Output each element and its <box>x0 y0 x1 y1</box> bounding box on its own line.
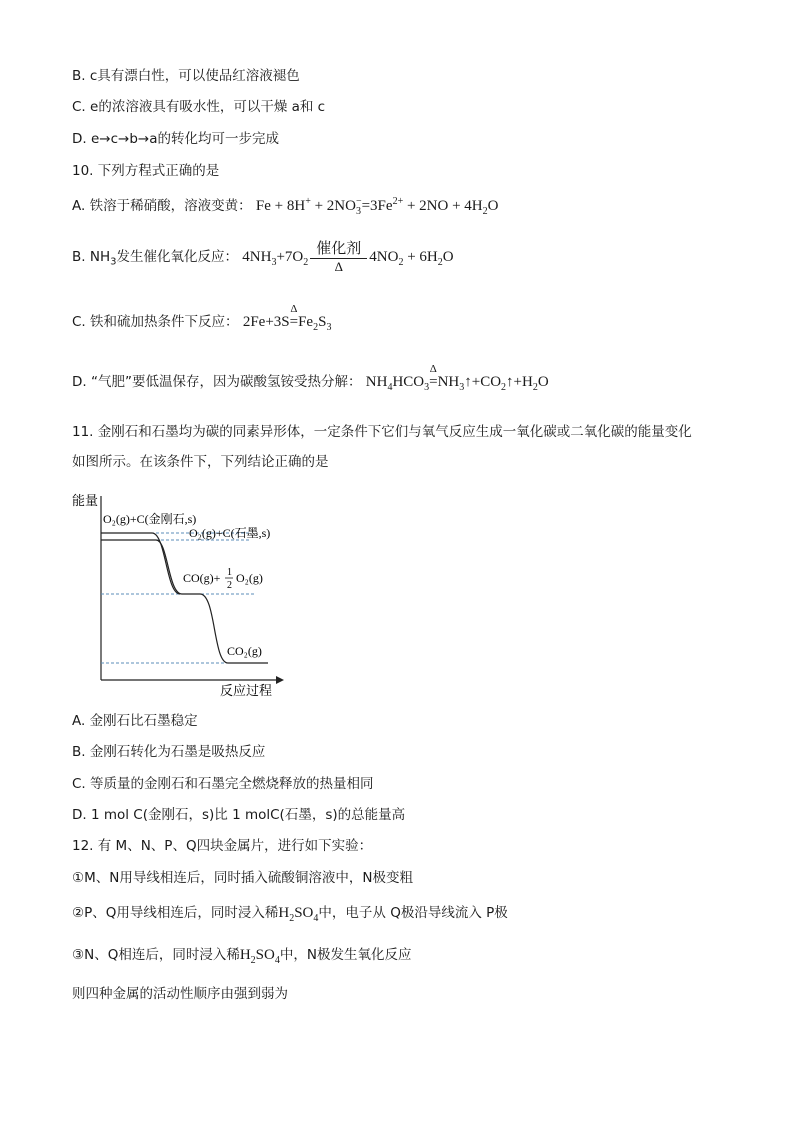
q10-option-b-label: B. NH <box>72 249 111 265</box>
q10-option-a-label: A. 铁溶于稀硝酸，溶液变黄： <box>72 198 252 214</box>
q12-experiment-3 <box>72 945 411 965</box>
q12-experiment-2 <box>72 903 508 923</box>
q11-stem-line2: 如图所示。在该条件下，下列结论正确的是 <box>72 454 329 470</box>
q10-option-a <box>72 196 498 216</box>
q9-option-c: C. e的浓溶液具有吸水性，可以干燥 a和 c <box>72 99 326 115</box>
q10-option-d-label: D. “气肥”要低温保存，因为碳酸氢铵受热分解： <box>72 374 362 390</box>
x-axis-arrow <box>276 676 284 684</box>
catalyst-condition <box>310 241 367 275</box>
q10-stem: 10. 下列方程式正确的是 <box>72 163 220 179</box>
heat-symbol: Δ <box>429 363 437 375</box>
q9-option-b: B. c具有漂白性，可以使品红溶液褪色 <box>72 68 300 84</box>
q10-option-b-label-tail: 发生催化氧化反应： <box>116 249 238 265</box>
h2so4-formula: $H_2SO_4$ <box>278 905 319 924</box>
q12-conclusion: 则四种金属的活动性顺序由强到弱为 <box>72 986 288 1002</box>
label-co-prefix: CO(g)+ <box>183 571 221 585</box>
label-co2: CO₂(g) <box>227 644 262 658</box>
q11-option-d: D. 1 mol C(金刚石，s)比 1 molC(石墨，s)的总能量高 <box>72 807 406 823</box>
heat-symbol: Δ <box>334 258 343 274</box>
q11-option-c: C. 等质量的金刚石和石墨完全燃烧释放的热量相同 <box>72 776 374 792</box>
q10-option-a-equation: $Fe + 8H^+ + 2NO_3^-=3Fe^{2+} + 2NO + 4H_2O$ <box>255 196 499 217</box>
h2so4-formula: $H_2SO_4$ <box>239 947 280 966</box>
diamond-curve <box>101 533 180 594</box>
q12-experiment-3-part2: 中，N极发生氧化反应 <box>279 947 412 963</box>
label-co-suffix: O₂(g) <box>236 571 263 585</box>
q11-stem-line1: 11. 金刚石和石墨均为碳的同素异形体，一定条件下它们与氧气反应生成一氧化碳或二氧化碳的能量变化 <box>72 424 692 440</box>
q10-option-d <box>72 363 549 393</box>
q12-experiment-2-part1: ②P、Q用导线相连后，同时浸入稀 <box>72 905 279 921</box>
x-axis-label: 反应过程 <box>220 683 273 698</box>
q10-option-d-equation: $NH_4HCO_3$ Δ $=NH_3↑+CO_2↑+H_2O$ <box>366 374 549 390</box>
catalyst-text: 催化剂 <box>310 241 367 259</box>
q10-option-c-equation: 2Fe+3S Δ $=Fe_2S_3$ <box>243 314 332 330</box>
q9-option-d: D. e→c→b→a的转化均可一步完成 <box>72 131 279 147</box>
q12-experiment-2-part2: 中，电子从 Q极沿导线流入 P极 <box>318 905 508 921</box>
q10-option-b-equation: $4NH_3+7O_2$ 催化剂 Δ $4NO_2 + 6H_2O$ <box>242 240 454 274</box>
y-axis-label: 能量 <box>72 493 99 508</box>
label-diamond: O₂(g)+C(金刚石,s) <box>103 512 197 526</box>
energy-diagram <box>70 486 300 702</box>
label-graphite: O₂(g)+C(石墨,s) <box>189 526 271 540</box>
q12-stem: 12. 有 M、N、P、Q四块金属片，进行如下实验： <box>72 838 373 854</box>
q12-experiment-1: ①M、N用导线相连后，同时插入硫酸铜溶液中，N极变粗 <box>72 870 413 886</box>
q10-option-b: B. $NH_3$发生催化氧化反应： $4NH_3+7O_2$ 催化剂 Δ $4NO_2 + 6H_2O$ <box>72 240 454 274</box>
heat-condition: Δ = <box>429 372 437 392</box>
q11-option-b: B. 金刚石转化为石墨是吸热反应 <box>72 744 266 760</box>
label-co-num: 1 <box>227 567 232 578</box>
label-co-den: 2 <box>227 580 232 591</box>
heat-symbol: Δ <box>290 303 298 315</box>
q12-experiment-3-part1: ③N、Q相连后，同时浸入稀 <box>72 947 240 963</box>
q10-option-c <box>72 303 332 333</box>
q10-option-c-label: C. 铁和硫加热条件下反应： <box>72 314 239 330</box>
q11-option-a: A. 金刚石比石墨稳定 <box>72 713 198 729</box>
heat-condition: Δ = <box>290 312 298 332</box>
